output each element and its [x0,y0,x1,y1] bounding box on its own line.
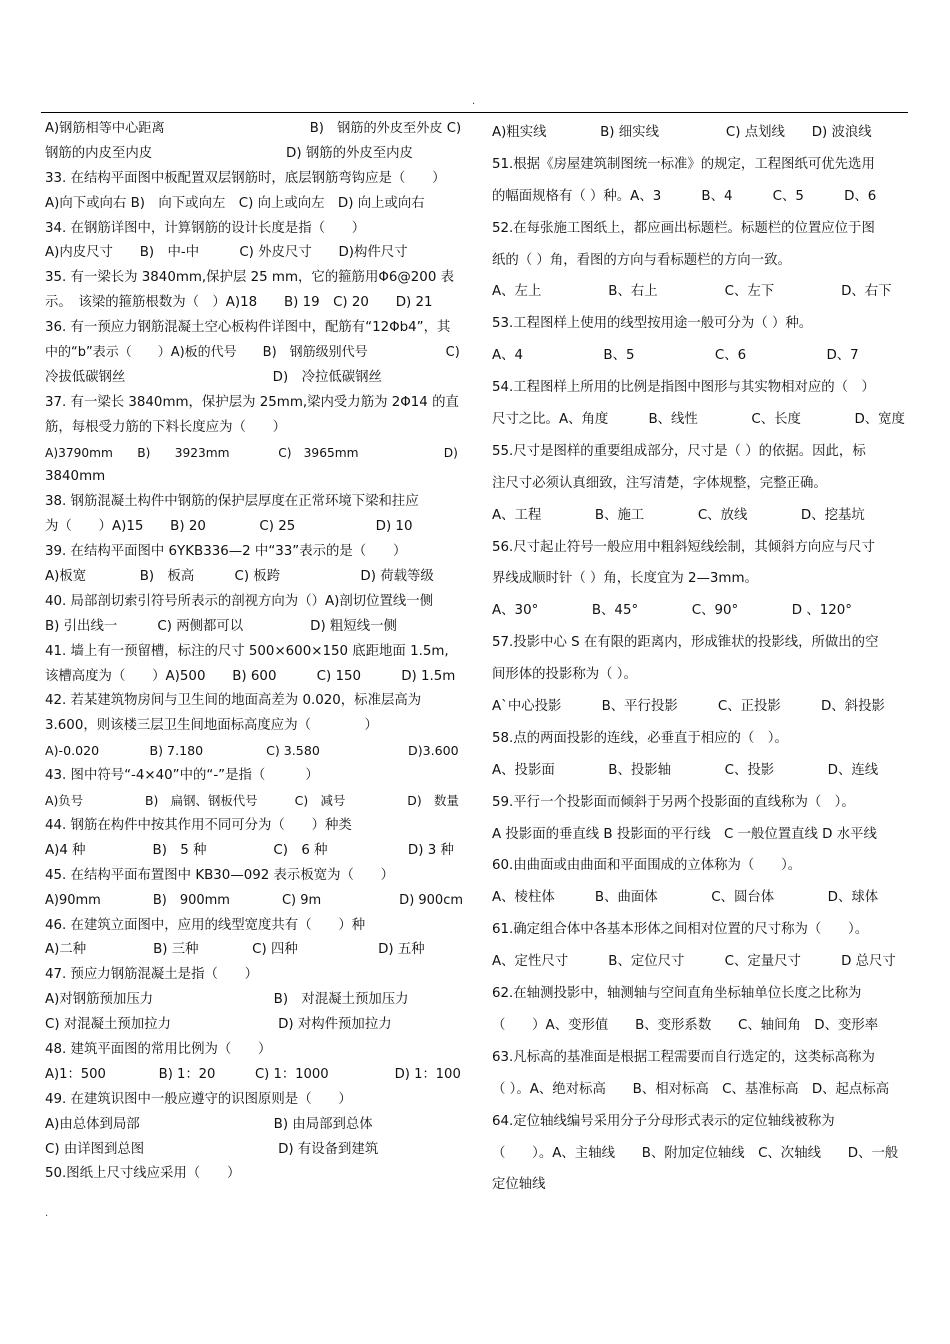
text-line: 3.600，则该楼三层卫生间地面标高度应为（ ） [45,718,378,734]
text-line: 定位轴线 [492,1177,546,1193]
text-line: 筋，每根受力筋的下料长度应为（ ） [45,419,287,435]
text-line: A)二种 B) 三种 C) 四种 D) 五种 [45,942,425,958]
text-line: 64.定位轴线编号采用分子分母形式表示的定位轴线被称为 [492,1113,835,1129]
text-line: 55.尺寸是图样的重要组成部分，尺寸是（ ）的依据。因此，标 [492,443,866,459]
text-line: A)板宽 B) 板高 C) 板跨 D) 荷载等级 [45,569,434,585]
text-line: C) 对混凝土预加拉力 D) 对构件预加拉力 [45,1017,392,1033]
text-line: 50.图纸上尺寸线应采用（ ） [45,1166,241,1182]
text-line: A)粗实线 B) 细实线 C) 点划线 D) 波浪线 [492,125,872,140]
text-line: A)3790mm B) 3923mm C) 3965mm D) [45,445,458,460]
text-line: 47. 预应力钢筋混凝土是指（ ） [45,967,259,983]
text-line: A、左上 B、右上 C、左下 D、右下 [492,284,892,300]
text-line: A)负号 B) 扁钢、钢板代号 C) 减号 D) 数量 [45,793,459,809]
text-line: （ ）。A、绝对标高 B、相对标高 C、基准标高 D、起点标高 [492,1081,890,1097]
text-line: 尺寸之比。A、角度 B、线性 C、长度 D、宽度 [492,412,905,428]
text-line: C) 由详图到总图 D) 有设备到建筑 [45,1141,379,1157]
text-line: 示。 该梁的箍筋根数为（ ）A)18 B) 19 C) 20 D) 21 [45,295,433,311]
left-column [45,117,463,1187]
text-line: 59.平行一个投影面而倾斜于另两个投影面的直线称为（ ）。 [492,794,855,810]
text-line: A 投影面的垂直线 B 投影面的平行线 C 一般位置直线 D 水平线 [492,826,877,842]
text-line: 48. 建筑平面图的常用比例为（ ） [45,1041,272,1057]
text-line: 37. 有一梁长 3840mm，保护层为 25mm,梁内受力筋为 2Φ14 的直 [45,394,459,410]
text-line: A)-0.020 B) 7.180 C) 3.580 D)3.600 [45,743,459,759]
text-line: 注尺寸必须认真细致，注写清楚，字体规整，完整正确。 [492,475,827,491]
top-mark: . [472,96,476,107]
text-line: 60.由曲面或由曲面和平面围成的立体称为（ ）。 [492,858,802,874]
text-line: A、4 B、5 C、6 D、7 [492,348,859,364]
text-line: 62.在轴测投影中，轴测轴与空间直角坐标轴单位长度之比称为 [492,986,862,1002]
text-line: 45. 在结构平面布置图中 KB30—092 表示板宽为（ ） [45,867,395,883]
text-line: 40. 局部剖切索引符号所表示的剖视方向为（）A)剖切位置线一侧 [45,593,434,609]
text-line: 34. 在钢筋详图中，计算钢筋的设计长度是指（ ） [45,220,366,236]
text-line: 界线成顺时针（ ）角，长度宜为 2—3mm。 [492,571,758,587]
text-line: 61.确定组合体中各基本形体之间相对位置的尺寸称为（ ）。 [492,922,869,938]
text-line: （ ）A、变形值 B、变形系数 C、轴间角 D、变形率 [492,1017,879,1033]
right-column [492,117,906,1201]
text-line: 钢筋的内皮至内皮 D) 钢筋的外皮至内皮 [45,145,413,161]
text-line: 中的“b”表示（ ）A)板的代号 B) 钢筋级别代号 C) [45,345,460,361]
text-line: A)4 种 B) 5 种 C) 6 种 D) 3 种 [45,842,454,858]
text-line: 为（ ）A)15 B) 20 C) 25 D) 10 [45,519,413,535]
text-line: A)由总体到局部 B) 由局部到总体 [45,1116,373,1132]
text-line: 35. 有一梁长为 3840mm,保护层 25 mm，它的箍筋用Φ6@200 表 [45,270,454,286]
text-line: 54.工程图样上所用的比例是指图中图形与其实物相对应的（ ） [492,380,875,396]
text-line: 39. 在结构平面图中 6YKB336—2 中“33”表示的是（ ） [45,544,407,560]
text-line: 58.点的两面投影的连线，必垂直于相应的（ ）。 [492,730,788,746]
text-line: A、投影面 B、投影轴 C、投影 D、连线 [492,762,879,778]
text-line: A、定性尺寸 B、定位尺寸 C、定量尺寸 D 总尺寸 [492,954,896,970]
text-line: （ ）。A、主轴线 B、附加定位轴线 C、次轴线 D、一般 [492,1145,899,1161]
header-rule [41,112,908,113]
text-line: A)1：500 B) 1：20 C) 1：1000 D) 1：100 [45,1066,461,1082]
text-line: A)90mm B) 900mm C) 9m D) 900cm [45,892,464,908]
text-line: 63.凡标高的基准面是根据工程需要而自行选定的，这类标高称为 [492,1049,875,1065]
text-line: 纸的（ ）角，看图的方向与看标题栏的方向一致。 [492,252,791,268]
bottom-mark: . [45,1208,49,1219]
text-line: 该槽高度为（ ）A)500 B) 600 C) 150 D) 1.5m [45,668,456,684]
text-line: 56.尺寸起止符号一般应用中粗斜短线绘制，其倾斜方向应与尺寸 [492,539,875,555]
text-line: 44. 钢筋在构件中按其作用不同可分为（ ）种类 [45,817,352,833]
text-line: 38. 钢筋混凝土构件中钢筋的保护层厚度在正常环境下梁和拄应 [45,494,419,510]
text-line: A、棱柱体 B、曲面体 C、圆台体 D、球体 [492,890,879,906]
text-line: 33. 在结构平面图中板配置双层钢筋时，底层钢筋弯钩应是（ ） [45,170,446,186]
text-line: 51.根据《房屋建筑制图统一标准》的规定，工程图纸可优先选用 [492,156,875,172]
text-line: 53.工程图样上使用的线型按用途一般可分为（ ）种。 [492,316,813,332]
text-line: 41. 墙上有一预留槽，标注的尺寸 500×600×150 底距地面 1.5m, [45,643,449,659]
text-line: 46. 在建筑立面图中，应用的线型宽度共有（ ）种 [45,917,366,933]
text-line: 43. 图中符号“-4×40”中的“-”是指（ ） [45,768,319,784]
text-line: A、工程 B、施工 C、放线 D、挖基坑 [492,507,865,523]
text-line: B) 引出线一 C) 两侧都可以 D) 粗短线一侧 [45,618,397,634]
text-line: 52.在每张施工图纸上，都应画出标题栏。标题栏的位置应位于图 [492,220,875,236]
text-line: A)对钢筋预加压力 B) 对混凝土预加压力 [45,992,409,1008]
text-line: 49. 在建筑识图中一般应遵守的识图原则是（ ） [45,1091,352,1107]
text-line: A`中心投影 B、平行投影 C、正投影 D、斜投影 [492,699,885,715]
text-line: 间形体的投影称为（ ）。 [492,667,637,683]
text-line: 3840mm [45,469,106,485]
text-line: 的幅面规格有（ ）种。A、3 B、4 C、5 D、6 [492,188,877,204]
text-line: 57.投影中心 S 在有限的距离内，形成锥状的投影线，所做出的空 [492,635,879,651]
text-line: A)向下或向右 B) 向下或向左 C) 向上或向左 D) 向上或向右 [45,195,425,211]
text-line: A)钢筋相等中心距离 B) 钢筋的外皮至外皮 C) [45,121,462,136]
text-line: A、30° B、45° C、90° D 、120° [492,603,852,619]
text-line: 42. 若某建筑物房间与卫生间的地面高差为 0.020，标准层高为 [45,693,422,709]
text-line: 冷拔低碳钢丝 D) 冷拉低碳钢丝 [45,369,382,385]
text-line: A)内皮尺寸 B) 中-中 C) 外皮尺寸 D)构件尺寸 [45,245,408,261]
text-line: 36. 有一预应力钢筋混凝土空心板构件详图中，配筋有“12Φb4”，其 [45,320,451,336]
